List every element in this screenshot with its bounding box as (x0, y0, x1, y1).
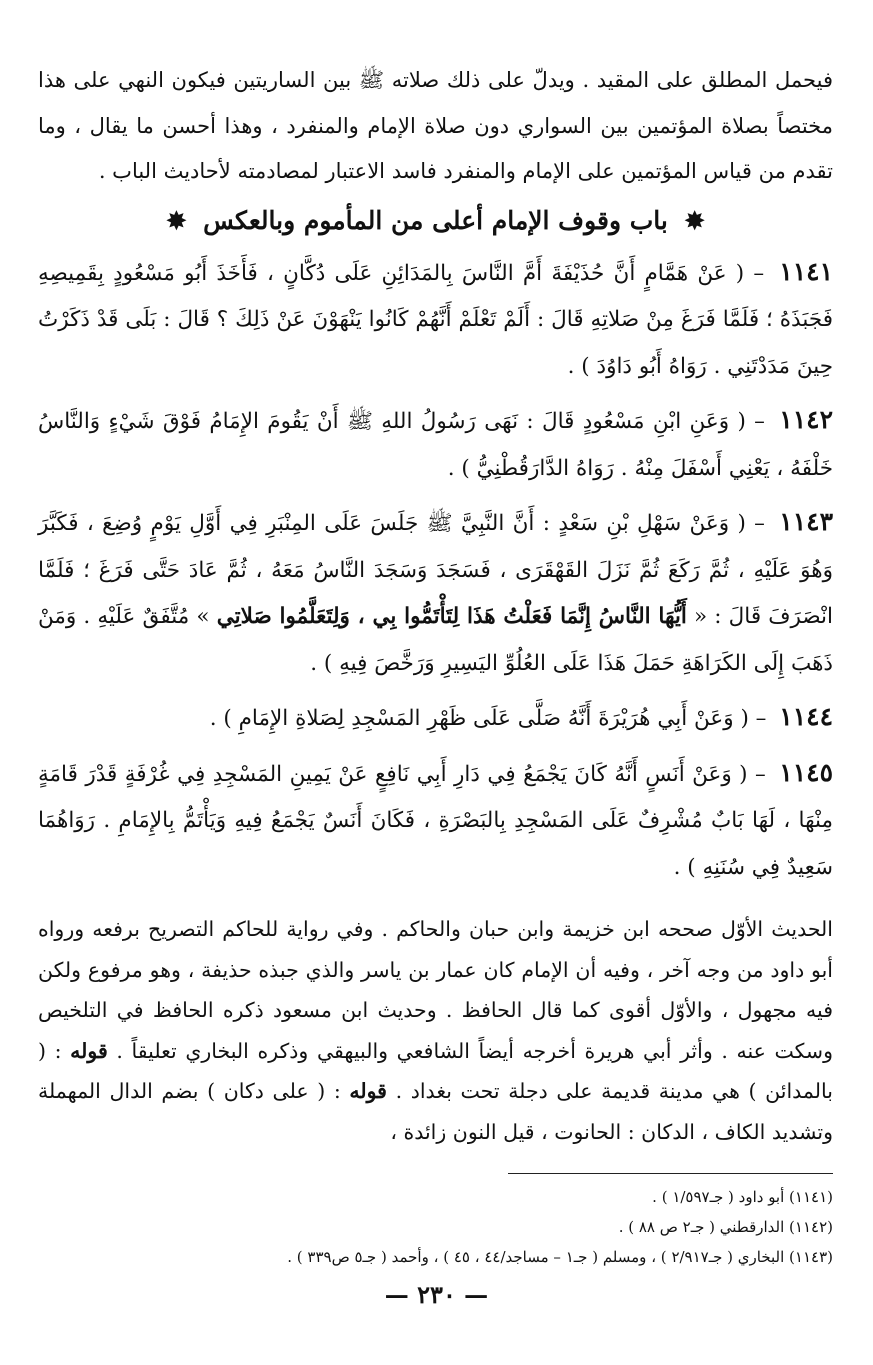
hadith-text: – ( عَنْ هَمَّامٍ أَنَّ حُذَيْفَةَ أَمَّ النَّاسَ بِالمَدَائِنِ عَلَى دُكَّانٍ ، فَأَخَذَ أَبُو مَسْعُودٍ بِقَمِيصِهِ فَجَبَذَهُ ؛ فَلَمَّا فَرَغَ مِنْ صَلاتِهِ قَالَ : أَلَمْ تَعْلَمْ أَنَّهُمْ كَانُوا يَنْهَوْنَ عَنْ ذَلِكَ ؟ قَالَ : بَلَى قَدْ ذَكَرْتُ حِينَ مَدَدْتَنِي . رَوَاهُ أَبُو دَاوُدَ ) . (38, 260, 833, 379)
chapter-heading (38, 201, 833, 241)
hadith-number: ١١٤٥ (779, 757, 833, 787)
hadith-text: – ( وَعَنْ أَبِي هُرَيْرَةَ أَنَّهُ صَلَّى عَلَى ظَهْرِ المَسْجِدِ لِصَلاةِ الإِمَامِ ) . (209, 706, 767, 731)
star-icon: ✸ (166, 205, 187, 235)
hadith-text: » مُتَّفَقٌ عَلَيْهِ . وَمَنْ ذَهَبَ إِلَى الكَرَاهَةِ حَمَلَ هَذَا عَلَى العُلُوِّ اليَسِيرِ وَرَخَّصَ فِيهِ ) . (38, 604, 833, 676)
hadith-text: – ( وَعَنِ ابْنِ مَسْعُودٍ قَالَ : نَهَى رَسُولُ اللهِ ﷺ أَنْ يَقُومَ الإِمَامُ فَوْقَ شَيْءٍ وَالنَّاسُ خَلْفَهُ ، يَعْنِي أَسْفَلَ مِنْهُ . رَوَاهُ الدَّارَقُطْنِيُّ ) . (38, 409, 833, 481)
page-number: — ٢٣٠ — (384, 1280, 489, 1309)
hadith-1143 (38, 499, 833, 687)
hadith-1141 (38, 249, 833, 391)
footnote-1141: (١١٤١) أبو داود ( جـ١/٥٩٧ ) . (652, 1187, 833, 1206)
page-body (38, 58, 833, 1272)
hadith-text: – ( وَعَنْ أَنَسٍ أَنَّهُ كَانَ يَجْمَعُ فِي دَارِ أَبِي نَافِعٍ عَنْ يَمِينِ المَسْجِدِ فِي غُرْفَةٍ قَدْرَ قَامَةٍ مِنْهَا ، لَهَا بَابٌ مُشْرِفٌ عَلَى المَسْجِدِ بِالبَصْرَةِ ، فَكَانَ أَنَسٌ يَجْمَعُ فِيهِ وَيَأْتَمُّ بِالإِمَامِ . رَوَاهُمَا سَعِيدٌ فِي سُنَنِهِ ) . (38, 761, 833, 880)
hadith-quote-bold: أَيُّهَا النَّاسُ إِنَّمَا فَعَلْتُ هَذَا لِتَأْتَمُّوا بِي ، وَلِتَعَلَّمُوا صَلاتِي (216, 604, 687, 629)
hadith-text: – ( وَعَنْ سَهْلِ بْنِ سَعْدٍ : أَنَّ النَّبِيَّ ﷺ جَلَسَ عَلَى المِنْبَرِ فِي أَوَّلِ يَوْمٍ وُضِعَ ، فَكَبَّرَ وَهُوَ عَلَيْهِ ، ثُمَّ رَكَعَ ثُمَّ نَزَلَ القَهْقَرَى ، فَسَجَدَ وَسَجَدَ النَّاسُ مَعَهُ ، ثُمَّ عَادَ حَتَّى فَرَغَ ؛ فَلَمَّا انْصَرَفَ قَالَ : « (38, 511, 833, 629)
chapter-title: باب وقوف الإمام أعلى من المأموم وبالعكس (203, 205, 668, 235)
commentary-paragraph (38, 909, 833, 1152)
commentary-text: : ( على دكان ) بضم الدال المهملة وتشديد الكاف ، الدكان : الحانوت ، قيل النون زائدة ، (38, 1079, 833, 1144)
hadith-number: ١١٤٢ (779, 405, 833, 434)
hadith-number: ١١٤١ (779, 256, 833, 286)
footnote-divider (508, 1173, 833, 1174)
footnotes (38, 1182, 833, 1272)
hadith-number: ١١٤٤ (779, 702, 833, 731)
footnote-1142: (١١٤٢) الدارقطني ( جـ٢ ص ٨٨ ) . (618, 1217, 833, 1236)
hadith-1142 (38, 397, 833, 492)
intro-paragraph: فيحمل المطلق على المقيد . ويدلّ على ذلك صلاته ﷺ بين الساريتين فيكون النهي على هذا مختصاً بصلاة المؤتمين بين السواري دون صلاة الإمام والمنفرد ، وهذا أحسن ما يقال ، وما تقدم من قياس المؤتمين على الإمام والمنفرد فاسد الاعتبار لمصادمته لأحاديث الباب . (38, 68, 833, 183)
qawluh-label: قوله (349, 1079, 387, 1103)
hadith-number: ١١٤٣ (779, 507, 833, 536)
commentary-text: : ( بالمدائن ) هي مدينة قديمة على دجلة تحت بغداد . (38, 1038, 833, 1103)
star-icon: ✸ (684, 205, 705, 235)
hadith-1145 (38, 750, 833, 892)
footnote-1143: (١١٤٣) البخاري ( جـ٢/٩١٧ ) ، ومسلم ( جـ١ – مساجد/٤٤ ، ٤٥ ) ، وأحمد ( جـ٥ ص٣٣٩ ) . (287, 1247, 833, 1266)
commentary-text: الحديث الأوّل صححه ابن خزيمة وابن حبان والحاكم . وفي رواية للحاكم التصريح برفعه ورواه أبو داود من وجه آخر ، وفيه أن الإمام كان عمار بن ياسر والذي جبذه حذيفة ، وهو مرفوع ولكن فيه مجهول ، والأوّل أقوى كما قال الحافظ . وحديث ابن مسعود ذكره الحافظ في التلخيص وسكت عنه . وأثر أبي هريرة أخرجه أيضاً الشافعي والبيهقي وذكره البخاري تعليقاً . (38, 917, 833, 1063)
qawluh-label: قوله (70, 1038, 108, 1063)
hadith-1144 (38, 694, 833, 743)
